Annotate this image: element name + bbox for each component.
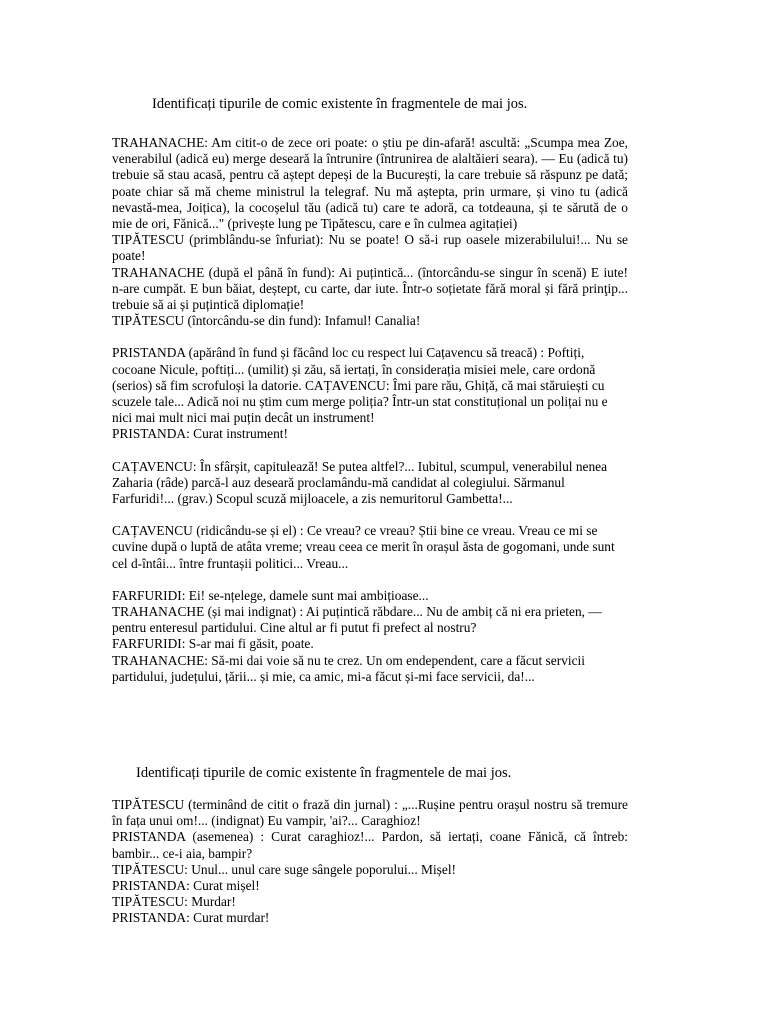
- dialogue-line: PRISTANDA (asemenea) : Curat caraghioz!... Pardon, să iertați, coane Fănică, că întreb: bambir... ce-i aia, bampir?: [112, 829, 628, 861]
- dialogue-line: TRAHANACHE (după el până în fund): Ai puțintică... (întorcându-se singur în scenă) E iute! n-are cumpăt. E bun băiat, deștept, cu carte, dar iute. Într-o soțietate fără moral și fără prinţip... trebuie să ai și puțintică diplomație!: [112, 264, 628, 313]
- dialogue-line: CAȚAVENCU (ridicându-se și el) : Ce vreau? ce vreau? Știi bine ce vreau. Vreau ce mi se cuvine după o luptă de atâta vreme; vreau ceea ce merit în orașul ăsta de gogomani, unde sunt cel d-întâi... între fruntașii politici... Vreau...: [112, 523, 615, 571]
- paragraph-gap: [112, 443, 628, 459]
- paragraph-gap: [112, 507, 628, 523]
- dialogue-line: TRAHANACHE: Să-mi dai voie să nu te crez. Un om endependent, care a făcut servicii partidului, județului, țării... și mie, ca amic, mi-a făcut și-mi face servicii, da!...: [112, 652, 585, 684]
- dialogue-line: FARFURIDI: Ei! se-nțelege, damele sunt mai ambițioase...: [112, 587, 429, 603]
- dialogue-line: TRAHANACHE (și mai indignat) : Ai puțintică răbdare... Nu de ambiț că ni era prieten, — pentru enteresul partidului. Cine altul ar fi putut fi prefect al nostru?: [112, 604, 602, 636]
- dialogue-line: TRAHANACHE: Am citit-o de zece ori poate: o știu pe din-afară! ascultă: „Scumpa mea Zoe, venerabilul (adică eu) merge deseară la întrunire (întrunirea de alaltăieri seara). — Eu (adică tu) trebuie să stau acasă, pentru că aștept depeși de la București, la care trebuie să răspunz pe dată; poate chiar să mă cheme ministrul la telegraf. Nu mă aștepta, prin urmare, și vino tu (adică nevastă-mea, Joițica), la cocoșelul tău (adică tu) care te adoră, ca totdeauna, și te sărută de o mie de ori, Fănică..." (privește lung pe Tipătescu, care e în culmea agitației): [112, 135, 628, 232]
- dialogue-line: TIPĂTESCU (întorcându-se din fund): Infamul! Canalia!: [112, 313, 421, 329]
- section-1-body: [112, 135, 628, 685]
- dialogue-line: TIPĂTESCU: Unul... unul care suge sângele poporului... Mișel!: [112, 861, 457, 877]
- section-1-heading: Identificați tipurile de comic existente în fragmentele de mai jos.: [152, 96, 528, 112]
- paragraph-gap: [112, 572, 628, 588]
- paragraph-gap: [112, 329, 628, 345]
- dialogue-line: CAȚAVENCU: În sfârșit, capitulează! Se putea altfel?... Iubitul, scumpul, venerabilul nenea Zaharia (râde) parcă-l auz deseară proclamându-mă candidat al colegiului. Sărmanul Farfuridi!... (grav.) Scopul scuză mijloacele, a zis nemuritorul Gambetta!...: [112, 458, 608, 507]
- dialogue-line: TIPĂTESCU (primblându-se înfuriat): Nu se poate! O să-i rup oasele mizerabilului!... Nu se poate!: [112, 232, 628, 264]
- dialogue-line: PRISTANDA (apărând în fund și făcând loc cu respect lui Cațavencu să treacă) : Poftiți, cocoane Nicule, poftiți... (umilit) și zău, să iertați, în considerația misiei mele, care ordonă (serios) să fim scrofuloși la datorie. CAȚAVENCU: Îmi pare rău, Ghiță, că mai stăruiești cu scuzele tale... Adică noi nu știm cum merge poliția? Într-un stat constituțional un polițai nu e nici mai mult nici mai puțin decât un instrument!: [112, 345, 608, 426]
- section-2-body: [112, 797, 628, 927]
- section-2-heading: Identificați tipurile de comic existente în fragmentele de mai jos.: [136, 765, 512, 781]
- dialogue-line: TIPĂTESCU: Murdar!: [112, 894, 236, 910]
- dialogue-line: PRISTANDA: Curat mișel!: [112, 878, 260, 894]
- dialogue-line: PRISTANDA: Curat instrument!: [112, 426, 288, 442]
- dialogue-line: TIPĂTESCU (terminând de citit o frază din jurnal) : „...Rușine pentru orașul nostru să tremure în fața unui om!... (indignat) Eu vampir, 'ai?... Caraghioz!: [112, 797, 628, 829]
- dialogue-line: PRISTANDA: Curat murdar!: [112, 910, 270, 926]
- dialogue-line: FARFURIDI: S-ar mai fi găsit, poate.: [112, 636, 314, 652]
